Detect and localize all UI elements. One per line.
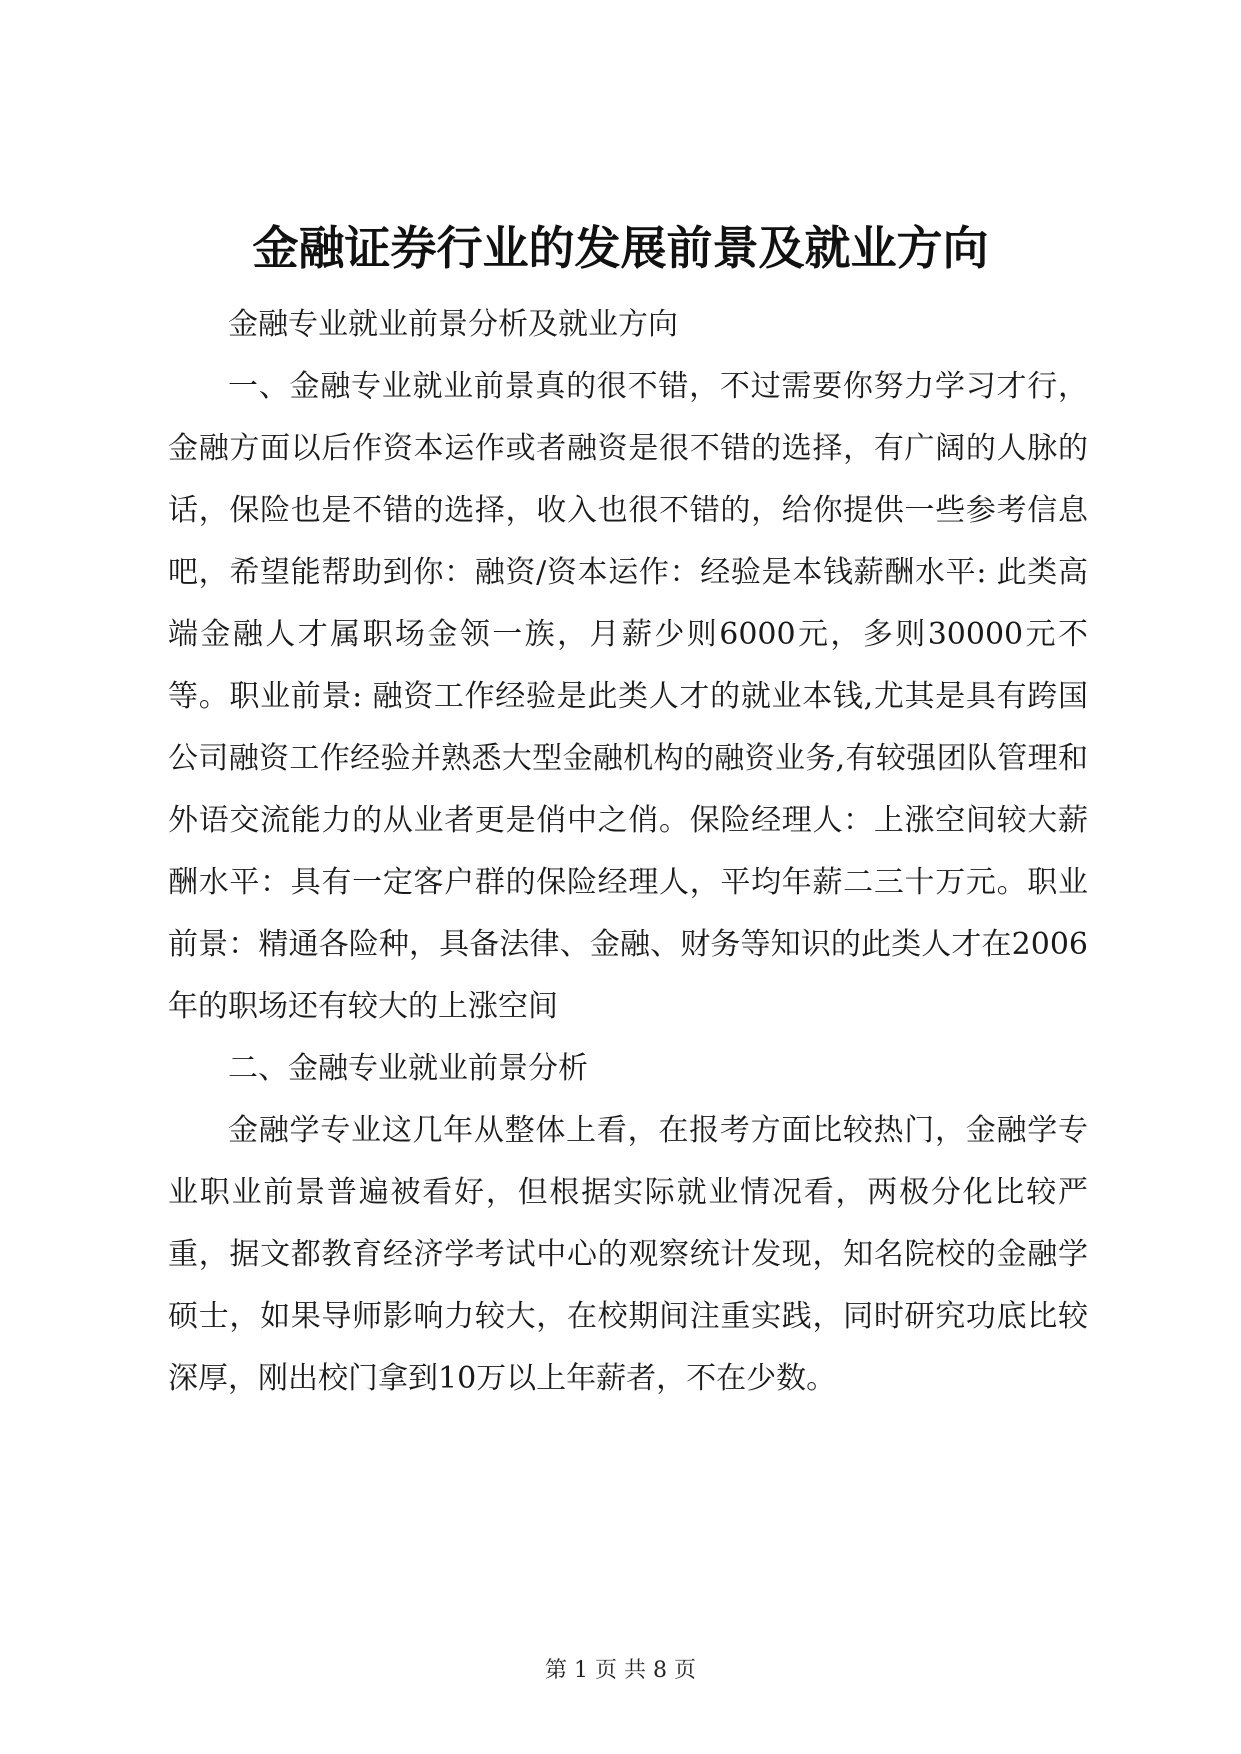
document-body [168, 294, 1088, 1410]
paragraph-section-one: 一、金融专业就业前景真的很不错，不过需要你努力学习才行，金融方面以后作资本运作或者融资是很不错的选择，有广阔的人脉的话，保险也是不错的选择，收入也很不错的，给你提供一些参考信息吧，希望能帮助到你：融资/资本运作：经验是本钱薪酬水平: 此类高端金融人才属职场金领一族，月薪少则6000元，多则30000元不等。职业前景: 融资工作经验是此类人才的就业本钱,尤其是具有跨国公司融资工作经验并熟悉大型金融机构的融资业务,有较强团队管理和外语交流能力的从业者更是俏中之俏。保险经理人：上涨空间较大薪酬水平：具有一定客户群的保险经理人，平均年薪二三十万元。职业前景：精通各险种，具备法律、金融、财务等知识的此类人才在2006年的职场还有较大的上涨空间 [168, 369, 1088, 1024]
paragraph-section-two-body: 金融学专业这几年从整体上看，在报考方面比较热门，金融学专业职业前景普遍被看好，但根据实际就业情况看，两极分化比较严重，据文都教育经济学考试中心的观察统计发现，知名院校的金融学硕士，如果导师影响力较大，在校期间注重实践，同时研究功底比较深厚，刚出校门拿到10万以上年薪者，不在少数。 [168, 1113, 1088, 1396]
paragraph-subtitle: 金融专业就业前景分析及就业方向 [228, 307, 678, 342]
document-title: 金融证券行业的发展前景及就业方向 [252, 221, 989, 275]
page-footer: 第 1 页 共 8 页 [545, 1658, 696, 1683]
paragraph-section-two-heading: 二、金融专业就业前景分析 [228, 1051, 588, 1086]
